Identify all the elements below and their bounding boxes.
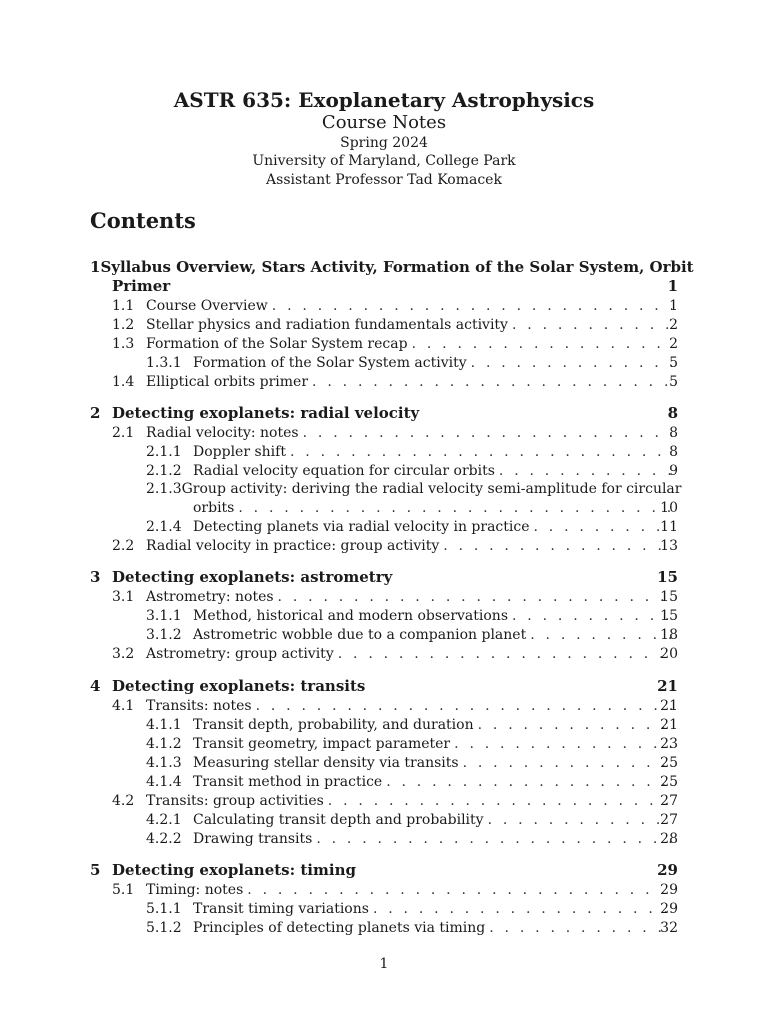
toc-entry[interactable]: [112, 697, 678, 716]
toc-entry[interactable]: [90, 568, 678, 587]
toc-entry[interactable]: [146, 773, 678, 792]
dot-leader: [512, 607, 672, 626]
toc-entry-number: 2.1.2: [146, 463, 182, 479]
toc-entry-title: Course Overview: [146, 298, 268, 314]
dot-leader: [238, 499, 672, 518]
dot-leader: [463, 754, 672, 773]
dot-leader: [316, 830, 672, 849]
toc-entry-number: 4.1.4: [146, 774, 182, 790]
toc-entry-title-cont: Primer: [112, 277, 171, 295]
toc-entry-title: Detecting planets via radial velocity in practice: [193, 519, 530, 535]
toc-entry-number: 3.1.2: [146, 627, 182, 643]
dot-leader: [478, 716, 672, 735]
toc-entry-page: 29: [657, 861, 678, 879]
toc-entry-page: 25: [660, 755, 678, 771]
toc-entry[interactable]: [112, 537, 678, 556]
toc-entry-number: 5.1.2: [146, 920, 182, 936]
dot-leader: [443, 537, 672, 556]
toc-entry-page: 29: [660, 882, 678, 898]
toc-entry-number: 2.1.1: [146, 444, 182, 460]
toc-entry-title: Syllabus Overview, Stars Activity, Formation of the Solar System, Orbit: [100, 258, 694, 276]
toc-entry[interactable]: [146, 716, 678, 735]
toc-entry-title: Radial velocity: notes: [146, 425, 299, 441]
toc-entry[interactable]: [112, 316, 678, 335]
document-title: ASTR 635: Exoplanetary Astrophysics: [173, 88, 595, 112]
toc-entry-page: 27: [660, 812, 678, 828]
toc-entry-title: Drawing transits: [193, 831, 313, 847]
toc-entry-page: 21: [657, 677, 678, 695]
toc-entry-number: 3.2: [112, 646, 135, 662]
toc-entry-number: 5.1.1: [146, 901, 182, 917]
toc-entry[interactable]: [90, 404, 678, 423]
toc-entry[interactable]: [146, 607, 678, 626]
dot-leader: [412, 335, 672, 354]
toc-entry-title-cont: orbits: [193, 500, 235, 516]
toc-entry-title: Group activity: deriving the radial velocity semi-amplitude for circular: [181, 481, 682, 497]
toc-entry-page: 21: [660, 698, 678, 714]
toc-entry-number: 4: [90, 677, 101, 695]
toc-entry-title: Transit geometry, impact parameter: [193, 736, 451, 752]
toc-entry-page: 9: [669, 463, 678, 479]
toc-entry-page: 2: [669, 336, 678, 352]
dot-leader: [312, 373, 672, 392]
dot-leader: [338, 645, 672, 664]
toc-entry-page: 27: [660, 793, 678, 809]
toc-entry-continuation[interactable]: [193, 499, 678, 518]
toc-entry-title: Astrometry: group activity: [146, 646, 334, 662]
toc-entry[interactable]: [146, 830, 678, 849]
toc-entry-page: 32: [660, 920, 678, 936]
dot-leader: [454, 735, 672, 754]
toc-entry-page: 25: [660, 774, 678, 790]
toc-entry-number: 3: [90, 568, 101, 586]
toc-entry-page: 15: [660, 589, 678, 605]
institution: University of Maryland, College Park: [252, 153, 516, 169]
toc-entry-number: 2.1.4: [146, 519, 182, 535]
toc-entry-page: 18: [660, 627, 678, 643]
toc-entry-number: 4.1.3: [146, 755, 182, 771]
toc-entry-page: 1: [667, 277, 678, 295]
toc-entry-number: 5: [90, 861, 101, 879]
toc-entry-page: 21: [660, 717, 678, 733]
toc-entry-title: Calculating transit depth and probability: [193, 812, 484, 828]
toc-entry-page: 8: [669, 444, 678, 460]
toc-entry-number: 2.2: [112, 538, 135, 554]
toc-entry-title: Principles of detecting planets via timing: [193, 920, 486, 936]
instructor: Assistant Professor Tad Komacek: [266, 172, 502, 188]
toc-entry-number: 1.1: [112, 298, 135, 314]
toc-entry-page: 23: [660, 736, 678, 752]
toc-entry-number: 4.2: [112, 793, 135, 809]
dot-leader: [272, 297, 672, 316]
toc-entry-number: 4.2.1: [146, 812, 182, 828]
contents-heading: Contents: [90, 208, 196, 233]
toc-entry[interactable]: [146, 462, 678, 481]
toc-entry[interactable]: [146, 480, 682, 499]
dot-leader: [489, 919, 672, 938]
toc-entry-title: Transit depth, probability, and duration: [193, 717, 474, 733]
toc-entry[interactable]: [146, 354, 678, 373]
toc-entry-title: Timing: notes: [146, 882, 244, 898]
toc-entry-page: 2: [669, 317, 678, 333]
toc-entry-page: 8: [667, 404, 678, 422]
toc-entry-page: 15: [657, 568, 678, 586]
toc-entry-title: Detecting exoplanets: timing: [112, 861, 356, 879]
toc-entry-title: Transit method in practice: [193, 774, 383, 790]
toc-entry-number: 1.4: [112, 374, 135, 390]
toc-entry-number: 1.2: [112, 317, 135, 333]
toc-entry-number: 4.1.1: [146, 717, 182, 733]
toc-entry[interactable]: [146, 443, 678, 462]
dot-leader: [512, 316, 672, 335]
toc-entry[interactable]: [90, 677, 678, 696]
toc-entry[interactable]: [146, 735, 678, 754]
toc-entry-title: Transits: notes: [146, 698, 252, 714]
toc-entry[interactable]: [90, 258, 694, 277]
toc-entry-page: 1: [669, 298, 678, 314]
toc-entry-title: Formation of the Solar System recap: [146, 336, 408, 352]
toc-entry[interactable]: [90, 861, 678, 880]
toc-entry-title: Elliptical orbits primer: [146, 374, 309, 390]
toc-entry-page: 29: [660, 901, 678, 917]
toc-entry-page: 5: [669, 374, 678, 390]
toc-entry[interactable]: [112, 881, 678, 900]
toc-entry-number: 1.3: [112, 336, 135, 352]
toc-entry-title: Transit timing variations: [193, 901, 369, 917]
toc-entry-page: 11: [660, 519, 678, 535]
toc-entry-number: 4.2.2: [146, 831, 182, 847]
toc-entry-number: 1: [90, 258, 101, 276]
toc-entry[interactable]: [112, 424, 678, 443]
toc-entry[interactable]: [146, 900, 678, 919]
toc-entry[interactable]: [146, 919, 678, 938]
toc-entry[interactable]: [112, 297, 678, 316]
dot-leader: [530, 626, 672, 645]
toc-entry[interactable]: [112, 792, 678, 811]
toc-entry-page: 5: [669, 355, 678, 371]
toc-entry-title: Astrometric wobble due to a companion planet: [193, 627, 527, 643]
dot-leader: [499, 462, 672, 481]
dot-leader: [256, 697, 672, 716]
dot-leader: [373, 900, 672, 919]
toc-entry-page: 10: [660, 500, 678, 516]
dot-leader: [471, 354, 672, 373]
dot-leader: [328, 792, 672, 811]
toc-entry-page: 8: [669, 425, 678, 441]
toc-entry-number: 2.1: [112, 425, 135, 441]
toc-entry-title: Radial velocity equation for circular orbits: [193, 463, 495, 479]
document-subtitle: Course Notes: [321, 112, 447, 133]
toc-entry[interactable]: [146, 811, 678, 830]
dot-leader: [303, 424, 672, 443]
page-number: 1: [379, 956, 389, 972]
toc-entry[interactable]: [146, 754, 678, 773]
toc-entry-title: Astrometry: notes: [146, 589, 274, 605]
toc-entry-page: 20: [660, 646, 678, 662]
toc-entry[interactable]: [112, 373, 678, 392]
toc-entry[interactable]: [146, 626, 678, 645]
toc-entry-title: Detecting exoplanets: radial velocity: [112, 404, 420, 422]
toc-entry-number: 4.1: [112, 698, 135, 714]
toc-entry-title: Detecting exoplanets: astrometry: [112, 568, 393, 586]
toc-entry-number: 3.1.1: [146, 608, 182, 624]
dot-leader: [488, 811, 672, 830]
toc-entry-number: 1.3.1: [146, 355, 182, 371]
dot-leader: [386, 773, 672, 792]
dot-leader: [247, 881, 672, 900]
toc-entry[interactable]: [146, 518, 678, 537]
toc-entry[interactable]: [112, 588, 678, 607]
toc-entry-title: Measuring stellar density via transits: [193, 755, 459, 771]
toc-entry[interactable]: [112, 645, 678, 664]
toc-entry-number: 5.1: [112, 882, 135, 898]
toc-entry-number: 2.1.3: [146, 481, 182, 497]
toc-entry-page: 15: [660, 608, 678, 624]
toc-entry-title: Method, historical and modern observations: [193, 608, 508, 624]
toc-entry-number: 4.1.2: [146, 736, 182, 752]
toc-entry-title: Transits: group activities: [146, 793, 324, 809]
toc-entry-title: Formation of the Solar System activity: [193, 355, 467, 371]
toc-entry-title: Detecting exoplanets: transits: [112, 677, 366, 695]
dot-leader: [278, 588, 672, 607]
toc-entry-page: 13: [660, 538, 678, 554]
toc-entry-number: 3.1: [112, 589, 135, 605]
toc-entry-continuation[interactable]: [112, 277, 678, 296]
dot-leader: [290, 443, 672, 462]
term: Spring 2024: [340, 135, 428, 151]
dot-leader: [534, 518, 673, 537]
toc-entry[interactable]: [112, 335, 678, 354]
toc-entry-title: Stellar physics and radiation fundamentals activity: [146, 317, 508, 333]
toc-entry-title: Doppler shift: [193, 444, 286, 460]
toc-entry-page: 28: [660, 831, 678, 847]
toc-entry-number: 2: [90, 404, 101, 422]
toc-entry-title: Radial velocity in practice: group activity: [146, 538, 440, 554]
